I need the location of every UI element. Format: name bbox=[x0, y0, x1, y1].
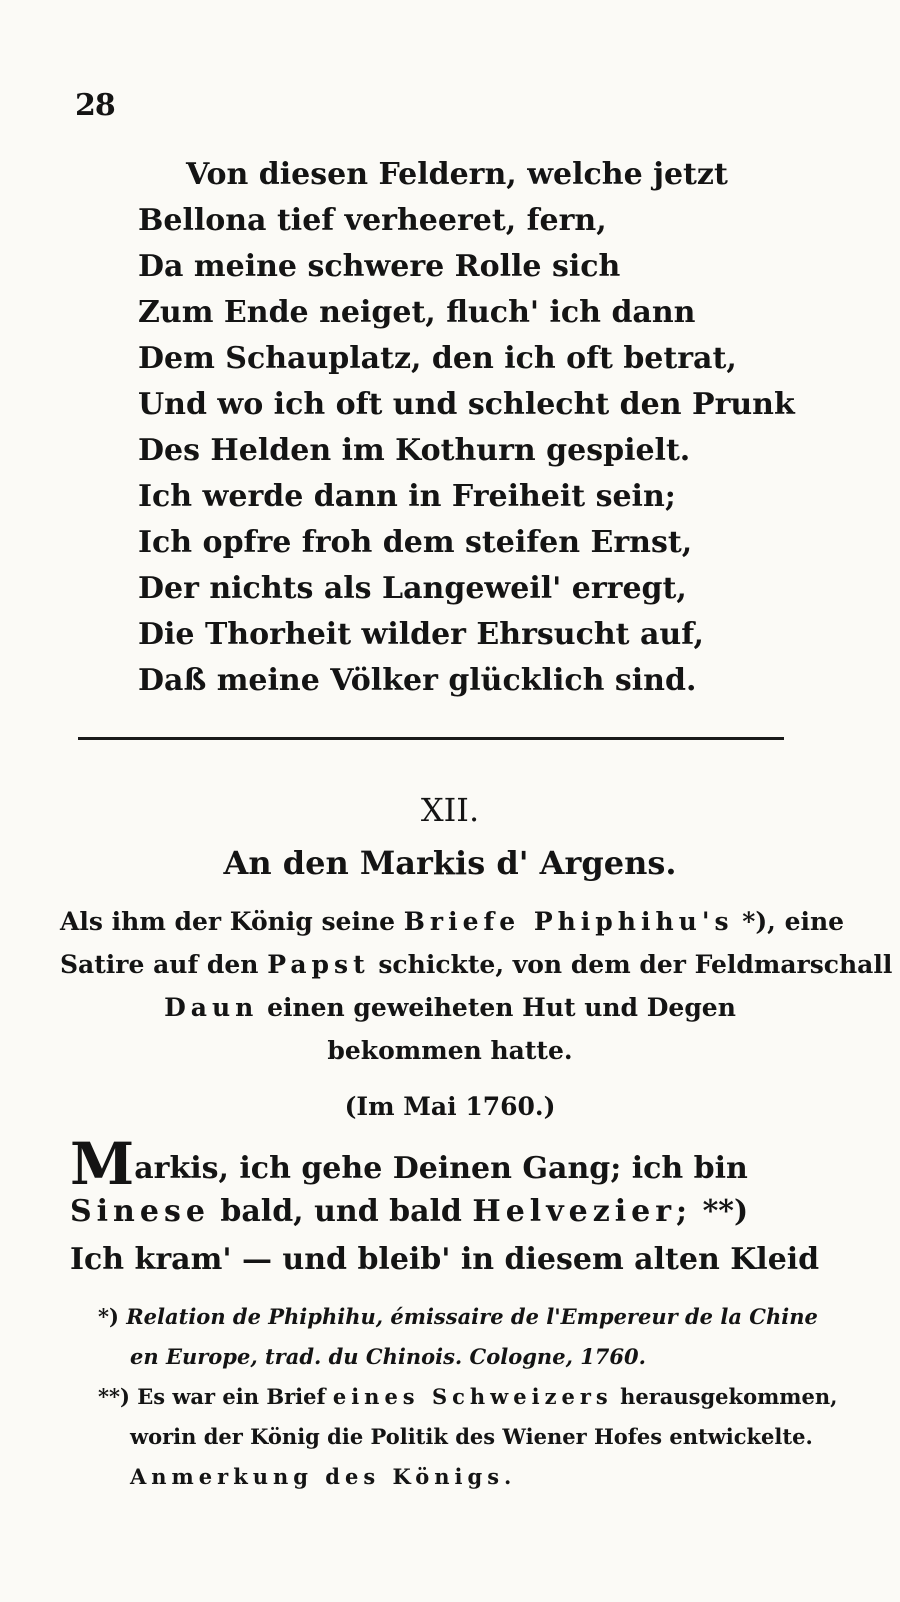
spaced-word: eines Schweizers bbox=[332, 1384, 613, 1409]
poem-line: Ich werde dann in Freiheit sein; bbox=[138, 479, 676, 514]
verse-line: Ich kram' — und bleib' in diesem alten Kleid bbox=[70, 1242, 820, 1277]
poem-line: Und wo ich oft und schlecht den Prunk bbox=[138, 387, 795, 422]
poem-line: Von diesen Feldern, welche jetzt bbox=[186, 157, 728, 192]
poem-stanza bbox=[138, 152, 795, 704]
drop-initial: M bbox=[70, 1130, 135, 1198]
poem-line: Bellona tief verheeret, fern, bbox=[138, 203, 607, 238]
subheading-text: Als ihm der König seine bbox=[60, 907, 396, 936]
poem-line: Des Helden im Kothurn gespielt. bbox=[138, 433, 691, 468]
spaced-title: Briefe Phiphihu's bbox=[403, 907, 734, 936]
poem-line: Der nichts als Langeweil' erregt, bbox=[138, 571, 687, 606]
verse-text: arkis, ich gehe Deinen Gang; ich bin bbox=[134, 1151, 748, 1186]
subheading-line bbox=[60, 900, 845, 943]
subheading-line: bekommen hatte. bbox=[327, 1036, 573, 1065]
footnote-text: Es war ein Brief bbox=[137, 1384, 326, 1409]
poem-line: Zum Ende neiget, fluch' ich dann bbox=[138, 295, 696, 330]
page-number: 28 bbox=[75, 88, 115, 123]
poem-line: Die Thorheit wilder Ehrsucht auf, bbox=[138, 617, 704, 652]
subheading-text: schickte, von dem der Feldmarschall bbox=[378, 950, 893, 979]
spaced-name: Daun bbox=[164, 993, 259, 1022]
section-subheading bbox=[60, 900, 893, 1072]
poem-line: Daß meine Völker glücklich sind. bbox=[138, 663, 697, 698]
footnote-1 bbox=[98, 1297, 818, 1337]
subheading-text: *), eine bbox=[742, 907, 845, 936]
footnote-text: Relation de Phiphihu, émissaire de l'Empereur de la Chine bbox=[126, 1304, 818, 1329]
footnote-1-continued: en Europe, trad. du Chinois. Cologne, 1760. bbox=[130, 1344, 646, 1369]
footnote-2 bbox=[98, 1377, 838, 1417]
poem-line: Da meine schwere Rolle sich bbox=[138, 249, 621, 284]
spaced-word: Sinese bbox=[70, 1194, 210, 1229]
section-heading: An den Markis d' Argens. bbox=[223, 844, 677, 882]
subheading-line bbox=[60, 943, 893, 986]
subheading-text: einen geweiheten Hut und Degen bbox=[267, 993, 736, 1022]
subheading-text: Satire auf den bbox=[60, 950, 259, 979]
section-numeral: XII. bbox=[420, 791, 480, 829]
subheading-line bbox=[60, 986, 840, 1029]
spaced-word: Helvezier; bbox=[472, 1194, 693, 1229]
spaced-word: Papst bbox=[267, 950, 370, 979]
poem-line: Dem Schauplatz, den ich oft betrat, bbox=[138, 341, 737, 376]
footnote-mark: **) bbox=[98, 1384, 130, 1409]
footnotes bbox=[98, 1297, 838, 1497]
poem-line: Ich opfre froh dem steifen Ernst, bbox=[138, 525, 693, 560]
footnote-text: herausgekommen, bbox=[620, 1384, 838, 1409]
verse-line bbox=[70, 1130, 830, 1198]
footnote-attribution: Anmerkung des Königs. bbox=[130, 1464, 517, 1489]
section-divider bbox=[78, 737, 784, 740]
section-date: (Im Mai 1760.) bbox=[344, 1092, 556, 1121]
verse-line bbox=[70, 1188, 830, 1236]
footnote-mark: *) bbox=[98, 1304, 119, 1329]
verse-text: bald, und bald bbox=[220, 1194, 462, 1229]
footnote-ref: **) bbox=[702, 1194, 749, 1229]
footnote-2-continued: worin der König die Politik des Wiener Hofes entwickelte. bbox=[130, 1424, 813, 1449]
verse-block bbox=[70, 1130, 830, 1284]
